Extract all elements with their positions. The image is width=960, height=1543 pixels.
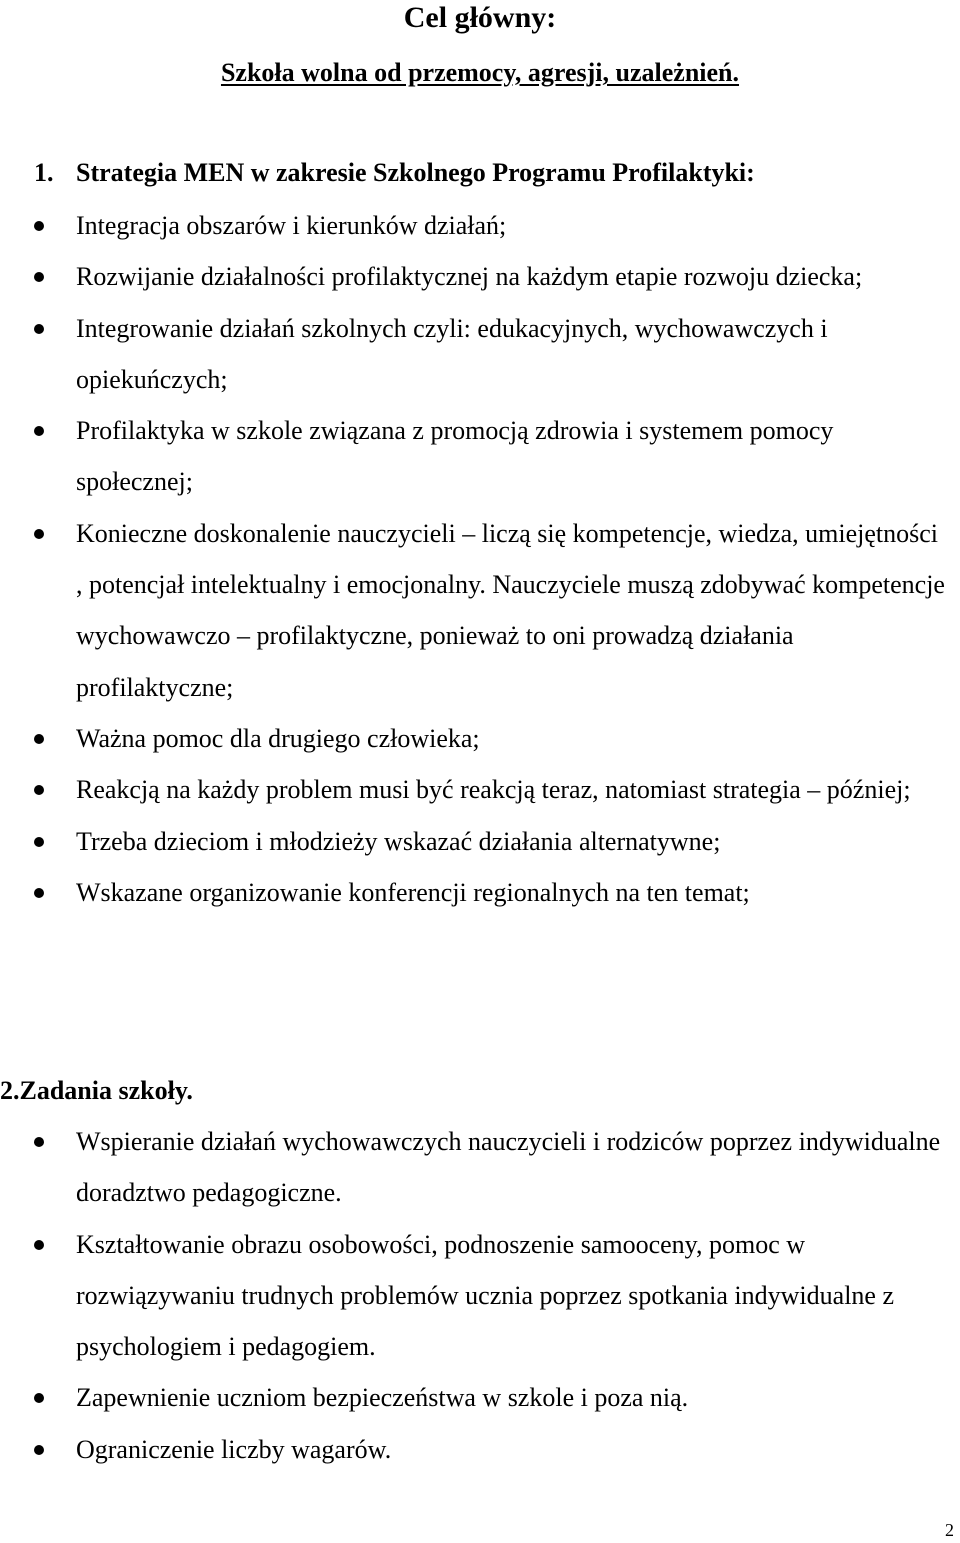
bullet-icon — [34, 272, 44, 282]
section-1-list — [0, 200, 960, 918]
bullet-icon — [34, 837, 44, 847]
list-item-text: Kształtowanie obrazu osobowości, podnoszenie samooceny, pomoc w rozwiązywaniu trudnych problemów ucznia poprzez spotkania indywidualne z psychologiem i pedagogiem. — [76, 1229, 894, 1362]
section-2-heading: 2.Zadania szkoły. — [0, 1076, 193, 1105]
list-item — [0, 1116, 960, 1219]
section-2-list — [0, 1116, 960, 1475]
list-item-text: Konieczne doskonalenie nauczycieli – liczą się kompetencje, wiedza, umiejętności , potencjał intelektualny i emocjonalny. Nauczyciele muszą zdobywać kompetencje wychowawczo – profilaktyczne, ponieważ to oni prowadzą działania profilaktyczne; — [76, 518, 945, 702]
list-item-text: Trzeba dzieciom i młodzieży wskazać działania alternatywne; — [76, 826, 721, 856]
list-item — [0, 251, 960, 302]
section-1-number: 1. — [34, 158, 54, 187]
list-item — [0, 303, 960, 406]
list-item-text: Ważna pomoc dla drugiego człowieka; — [76, 723, 480, 753]
list-item-text: Profilaktyka w szkole związana z promocją zdrowia i systemem pomocy społecznej; — [76, 416, 834, 497]
bullet-icon — [34, 1137, 44, 1147]
bullet-icon — [34, 1393, 44, 1403]
bullet-icon — [34, 426, 44, 436]
list-item-text: Integracja obszarów i kierunków działań; — [76, 211, 507, 240]
list-item — [0, 1372, 960, 1423]
page-subtitle: Szkoła wolna od przemocy, agresji, uzależnień. — [220, 58, 740, 87]
bullet-icon — [34, 888, 44, 898]
list-item — [0, 508, 960, 713]
bullet-icon — [34, 529, 44, 539]
bullet-icon — [34, 785, 44, 795]
section-1-heading-text: Strategia MEN w zakresie Szkolnego Programu Profilaktyki: — [76, 158, 755, 187]
list-item — [0, 713, 960, 764]
list-item — [0, 1424, 960, 1475]
page-number: 2 — [945, 1520, 954, 1540]
list-item-text: Integrowanie działań szkolnych czyli: edukacyjnych, wychowawczych i opiekuńczych; — [76, 313, 828, 394]
list-item-text: Ograniczenie liczby wagarów. — [76, 1434, 392, 1464]
list-item — [0, 1219, 960, 1373]
list-item-text: Wskazane organizowanie konferencji regionalnych na ten temat; — [76, 877, 750, 907]
list-item-text: Rozwijanie działalności profilaktycznej na każdym etapie rozwoju dziecka; — [76, 262, 863, 292]
list-item — [0, 764, 960, 815]
bullet-icon — [34, 1445, 44, 1455]
bullet-icon — [34, 221, 44, 231]
list-item-text: Wspieranie działań wychowawczych nauczycieli i rodziców poprzez indywidualne doradztwo pedagogiczne. — [76, 1127, 941, 1208]
list-item — [0, 405, 960, 508]
list-item-text: Zapewnienie uczniom bezpieczeństwa w szkole i poza nią. — [76, 1383, 689, 1413]
bullet-icon — [34, 1240, 44, 1250]
list-item-text: Reakcją na każdy problem musi być reakcją teraz, natomiast strategia – później; — [76, 775, 911, 805]
list-item — [0, 200, 960, 251]
section-1-heading — [34, 156, 755, 190]
bullet-icon — [34, 734, 44, 744]
bullet-icon — [34, 324, 44, 334]
page-title: Cel główny: — [403, 1, 557, 34]
list-item — [0, 816, 960, 867]
list-item — [0, 867, 960, 918]
